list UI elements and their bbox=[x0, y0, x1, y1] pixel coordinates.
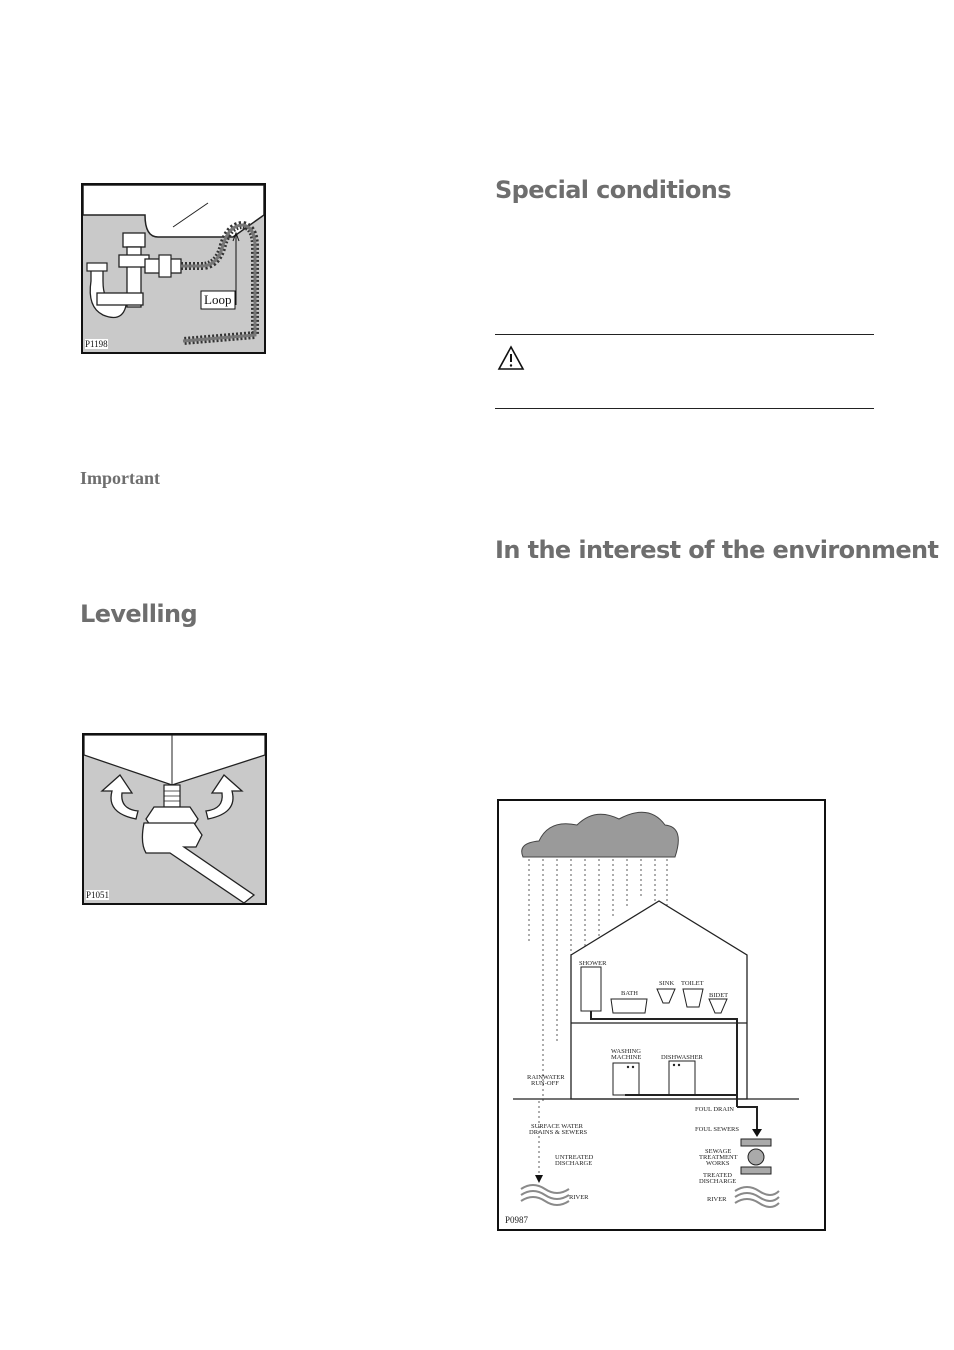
figure-code: P1051 bbox=[86, 890, 110, 900]
label-rainwater: RAINWATER bbox=[527, 1074, 565, 1081]
label-sink: SINK bbox=[659, 980, 675, 987]
label-rainwater: RUN-OFF bbox=[531, 1080, 559, 1087]
levelling-wrench-figure bbox=[82, 733, 267, 905]
label-untreated: DISCHARGE bbox=[555, 1160, 593, 1167]
label-shower: SHOWER bbox=[579, 960, 607, 967]
label-surface-water: SURFACE WATER bbox=[531, 1123, 583, 1130]
label-river: RIVER bbox=[569, 1194, 589, 1201]
label-river: RIVER bbox=[707, 1196, 727, 1203]
label-washing-machine: MACHINE bbox=[611, 1054, 642, 1061]
label-foul-drain: FOUL DRAIN bbox=[695, 1106, 734, 1113]
label-surface-water: DRAINS & SEWERS bbox=[529, 1129, 588, 1136]
label-treated: TREATED bbox=[703, 1172, 732, 1179]
label-toilet: TOILET bbox=[681, 980, 704, 987]
label-treated: DISCHARGE bbox=[699, 1178, 737, 1185]
drainage-diagram bbox=[497, 799, 826, 1231]
label-dishwasher: DISHWASHER bbox=[661, 1054, 703, 1061]
label-sewage-works: WORKS bbox=[706, 1160, 730, 1167]
important-label: Important bbox=[80, 468, 160, 488]
label-untreated: UNTREATED bbox=[555, 1154, 594, 1161]
label-bath: BATH bbox=[621, 990, 638, 997]
environment-heading: In the interest of the environment bbox=[495, 536, 939, 564]
sink-trap-figure bbox=[81, 183, 266, 354]
label-bidet: BIDET bbox=[709, 992, 729, 999]
label-sewage-works: SEWAGE bbox=[705, 1148, 732, 1155]
label-sewage-works: TREATMENT bbox=[699, 1154, 738, 1161]
label-washing-machine: WASHING bbox=[611, 1048, 641, 1055]
figure-code: P0987 bbox=[505, 1215, 529, 1225]
levelling-heading: Levelling bbox=[80, 600, 198, 628]
label-foul-sewers: FOUL SEWERS bbox=[695, 1126, 739, 1133]
warning-triangle-icon bbox=[497, 345, 525, 371]
warning-top-rule bbox=[495, 334, 874, 335]
warning-bottom-rule bbox=[495, 408, 874, 409]
special-conditions-heading: Special conditions bbox=[495, 176, 731, 204]
figure-code: P1198 bbox=[85, 339, 108, 349]
loop-label: Loop bbox=[204, 292, 232, 307]
